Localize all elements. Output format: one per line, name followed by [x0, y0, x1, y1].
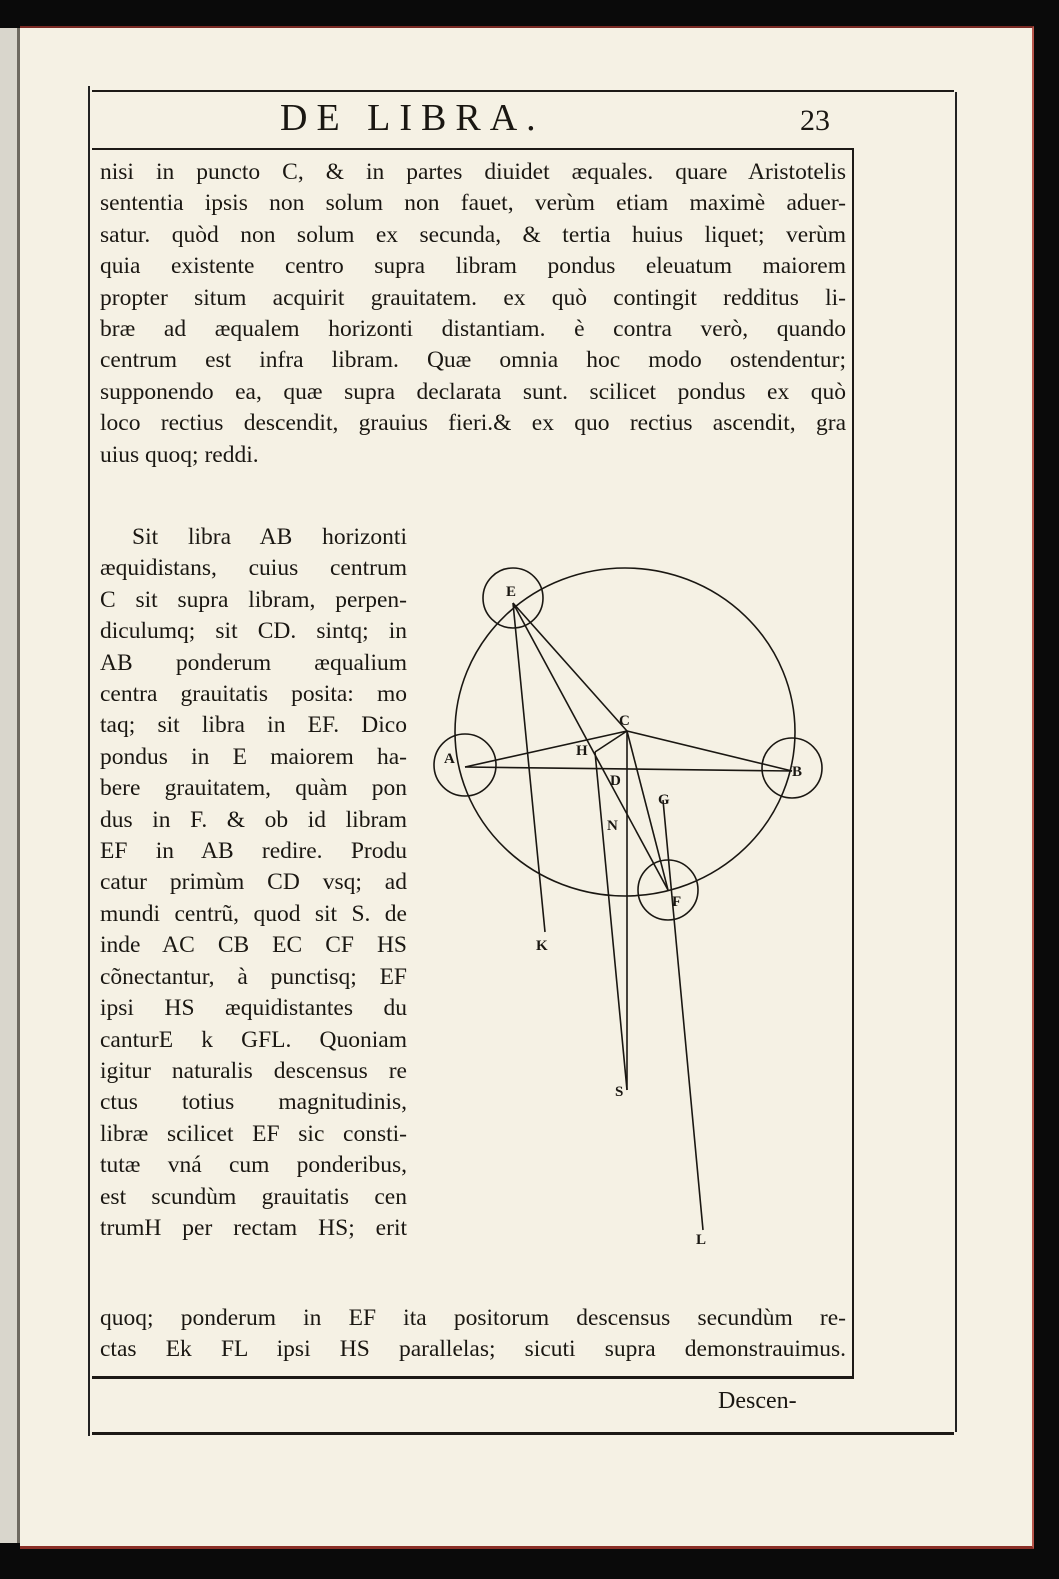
label-f: F [672, 894, 682, 910]
text-line: pondus in E maiorem ha- [100, 743, 407, 770]
label-n: N [607, 818, 618, 834]
header-rule-bottom [92, 148, 854, 150]
label-e: E [506, 584, 517, 600]
text-frame-right [852, 148, 854, 1378]
frame-line-right [955, 92, 957, 1432]
label-b: B [792, 764, 803, 780]
text-line: ctas Ek FL ipsi HS parallelas; sicuti supra demonstrauimus. [100, 1336, 846, 1363]
balance-diagram [420, 540, 840, 1250]
running-head: DE LIBRA. [280, 97, 545, 139]
text-line: æquidistans, cuius centrum [100, 555, 407, 582]
line-cf [627, 731, 668, 890]
text-line: mundi centrũ, quod sit S. de [100, 900, 407, 927]
text-line: supponendo ea, quæ supra declarata sunt. scilicet pondus ex quò [100, 378, 846, 405]
text-line: bræ ad æqualem horizonti distantiam. è contra verò, quando [100, 316, 846, 343]
text-line: quia existente centro supra libram pondus eleuatum maiorem [100, 253, 846, 280]
catchword: Descen- [718, 1388, 797, 1414]
text-line: nisi in puncto C, & in partes diuidet æquales. quare Aristotelis [100, 159, 846, 185]
label-a: A [444, 751, 455, 767]
frame-line-left [88, 86, 90, 1436]
text-line: sententia ipsis non solum non fauet, verùm etiam maximè aduer- [100, 190, 846, 217]
paragraph-2 [100, 522, 407, 1244]
text-line: EF in AB redire. Produ [100, 838, 407, 865]
label-k: K [536, 938, 548, 954]
label-s: S [615, 1084, 624, 1100]
text-line: propter situm acquirit grauitatem. ex quò contingit redditus li- [100, 284, 846, 311]
text-line: dus in F. & ob id libram [100, 806, 407, 833]
text-line: trumH per rectam HS; erit [100, 1214, 407, 1241]
text-line: quoq; ponderum in EF ita positorum descensus secundùm re- [100, 1305, 846, 1331]
text-line: uius quoq; reddi. [100, 441, 259, 468]
text-line: Sit libra AB horizonti [132, 524, 407, 550]
text-line: inde AC CB EC CF HS [100, 932, 407, 959]
text-line: cõnectantur, à punctisq; EF [100, 963, 407, 990]
text-line: canturE k GFL. Quoniam [100, 1026, 407, 1053]
text-line: tutæ vná cum ponderibus, [100, 1152, 407, 1179]
paragraph-1 [100, 157, 846, 471]
text-line: AB ponderum æqualium [100, 649, 407, 676]
header-rule-top [92, 90, 954, 92]
text-line: centrum est infra libram. Quæ omnia hoc modo ostendentur; [100, 347, 846, 374]
line-hs [595, 752, 627, 1090]
line-ec [513, 603, 627, 731]
line-ac [465, 731, 627, 767]
text-line: centra grauitatis posita: mo [100, 681, 407, 708]
footer-rule-bottom [92, 1432, 954, 1435]
label-g: G [658, 792, 670, 808]
label-l: L [696, 1232, 707, 1248]
line-ab [465, 767, 792, 771]
label-h: H [576, 743, 588, 759]
paragraph-3 [100, 1303, 846, 1366]
text-line: igitur naturalis descensus re [100, 1057, 407, 1084]
footer-rule-top [92, 1376, 854, 1379]
text-line: ctus totius magnitudinis, [100, 1089, 407, 1116]
page-number: 23 [800, 104, 830, 137]
text-line: est scundùm grauitatis cen [100, 1183, 407, 1210]
text-line: taq; sit libra in EF. Dico [100, 712, 407, 739]
label-d: D [610, 773, 621, 789]
text-line: satur. quòd non solum ex secunda, & tertia huius liquet; verùm [100, 221, 846, 248]
label-c: C [619, 713, 630, 729]
text-line: diculumq; sit CD. sintq; in [100, 618, 407, 645]
text-line: C sit supra libram, perpen- [100, 586, 407, 613]
text-line: libræ scilicet EF sic consti- [100, 1120, 407, 1147]
text-line: bere grauitatem, quàm pon [100, 775, 407, 802]
text-line: catur primùm CD vsq; ad [100, 869, 407, 896]
text-line: loco rectius descendit, grauius fieri.& ex quo rectius ascendit, gra [100, 410, 846, 437]
text-line: ipsi HS æquidistantes du [100, 995, 407, 1022]
